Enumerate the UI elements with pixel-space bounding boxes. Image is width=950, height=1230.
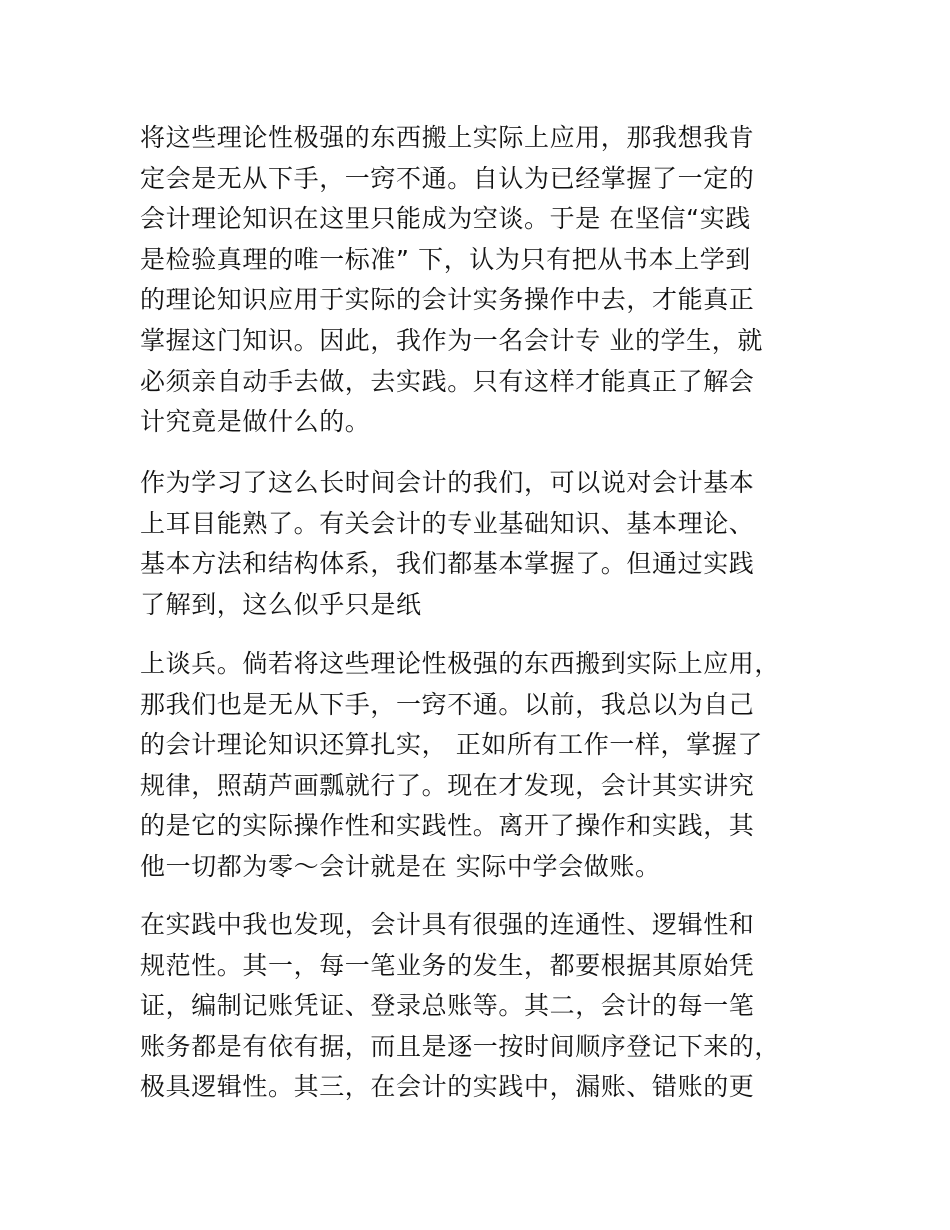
text-line: 规范性。其一，每一笔业务的发生，都要根据其原始凭 bbox=[140, 950, 755, 980]
text-line: 证，编制记账凭证、登录总账等。其二，会计的每一笔 bbox=[140, 991, 755, 1021]
text-line: 作为学习了这么长时间会计的我们，可以说对会计基本 bbox=[140, 468, 755, 497]
paragraph-2 bbox=[140, 463, 820, 625]
text-line: 极具逻辑性。其三，在会计的实践中，漏账、错账的更 bbox=[140, 1072, 755, 1102]
text-line: 计究竟是做什么的。 bbox=[140, 407, 371, 437]
text-line: 那我们也是无从下手，一窍不通。以前，我总以为自己 bbox=[140, 689, 755, 719]
text-line: 必须亲自动手去做，去实践。只有这样才能真正了解会 bbox=[140, 366, 755, 396]
text-line: 定会是无从下手，一窍不通。自认为已经掌握了一定的 bbox=[140, 163, 755, 193]
text-line: 的理论知识应用于实际的会计实务操作中去，才能真正 bbox=[140, 285, 755, 315]
text-line: 账务都是有依有据，而且是逐一按时间顺序登记下来的， bbox=[140, 1031, 781, 1061]
text-line: 在实践中我也发现，会计具有很强的连通性、逻辑性和 bbox=[140, 910, 755, 939]
text-line: 掌握这门知识。因此，我作为一名会计专 业的学生，就 bbox=[140, 325, 763, 355]
text-line: 他一切都为零～会计就是在 实际中学会做账。 bbox=[140, 851, 661, 881]
text-line: 上耳目能熟了。有关会计的专业基础知识、基本理论、 bbox=[140, 508, 755, 538]
text-line: 的是它的实际操作性和实践性。离开了操作和实践，其 bbox=[140, 811, 755, 841]
text-line: 了解到，这么似乎只是纸 bbox=[140, 589, 422, 619]
text-line: 会计理论知识在这里只能成为空谈。于是 在坚信“实践 bbox=[140, 204, 751, 234]
text-line: 是检验真理的唯一标准” 下，认为只有把从书本上学到 bbox=[140, 244, 751, 274]
text-line: 基本方法和结构体系，我们都基本掌握了。但通过实践 bbox=[140, 549, 755, 579]
text-line: 的会计理论知识还算扎实， 正如所有工作一样，掌握了 bbox=[140, 730, 763, 760]
text-line: 上谈兵。倘若将这些理论性极强的东西搬到实际上应用， bbox=[140, 649, 781, 678]
paragraph-3 bbox=[140, 644, 820, 888]
paragraph-1 bbox=[140, 118, 820, 443]
text-line: 规律，照葫芦画瓢就行了。现在才发现，会计其实讲究 bbox=[140, 770, 755, 800]
paragraph-4 bbox=[140, 905, 820, 1108]
text-line: 将这些理论性极强的东西搬上实际上应用，那我想我肯 bbox=[140, 123, 755, 152]
